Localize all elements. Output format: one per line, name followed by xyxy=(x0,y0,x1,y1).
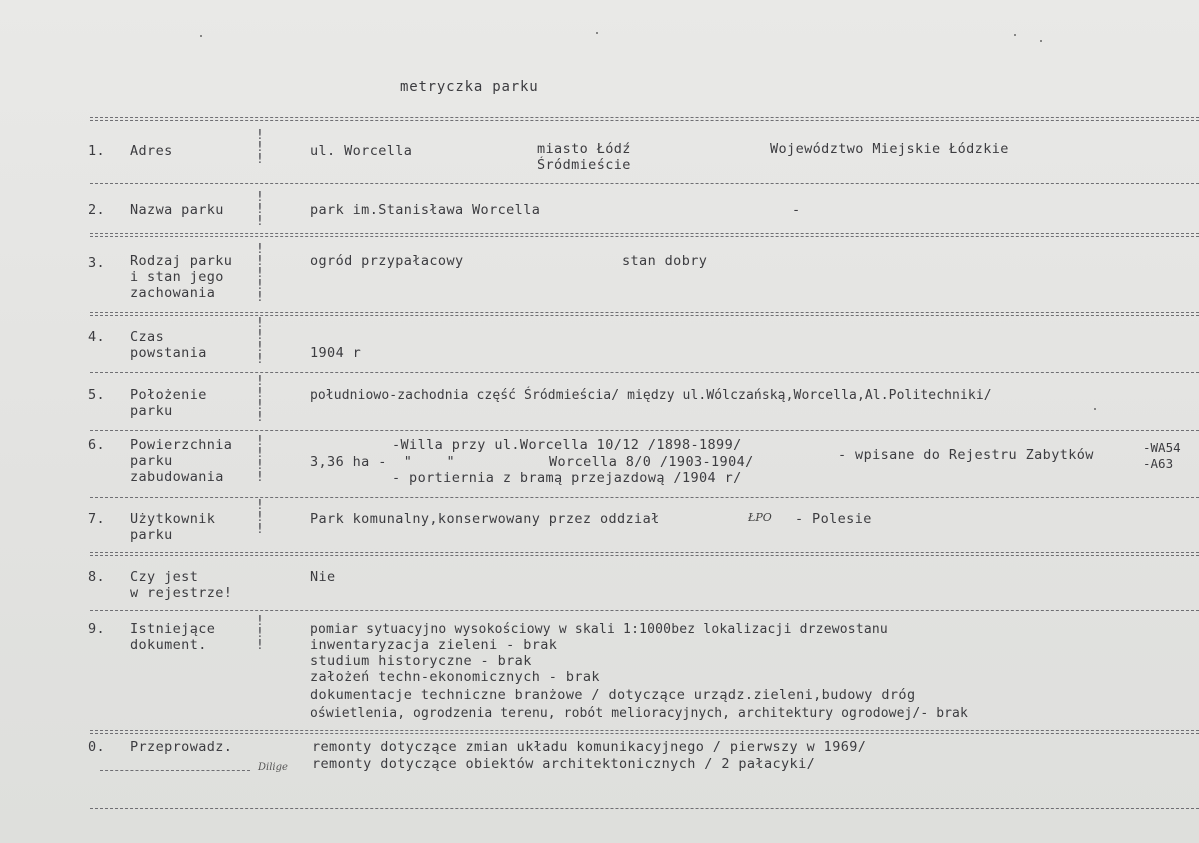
column-divider: ! ! ! xyxy=(256,614,264,653)
row-label: parku xyxy=(130,453,173,469)
document-title: metryczka parku xyxy=(400,79,539,95)
row-label: Przeprowadz. xyxy=(130,739,233,755)
document-item: dokumentacje techniczne branżowe / dotyczące urządz.zieleni,budowy dróg xyxy=(310,687,916,703)
building-line-3: - portiernia z bramą przejazdową /1904 r/ xyxy=(392,470,742,486)
park-state: stan dobry xyxy=(622,253,708,269)
address-city: miasto Łódź xyxy=(537,141,631,157)
top-separator xyxy=(90,117,1199,121)
document-item: inwentaryzacja zieleni - brak xyxy=(310,637,558,653)
column-divider: ! ! ! ! xyxy=(256,316,264,367)
row-separator xyxy=(100,770,250,771)
row-label: Nazwa parku xyxy=(130,202,224,218)
register-number-1: -WA54 xyxy=(1143,440,1181,455)
document-item: studium historyczne - brak xyxy=(310,653,532,669)
row-separator xyxy=(90,808,1199,809)
row-label: Czy jest xyxy=(130,569,199,585)
row-separator xyxy=(90,610,1199,611)
document-item: założeń techn-ekonomicznych - brak xyxy=(310,669,600,685)
row-separator xyxy=(90,233,1199,237)
paper-speck xyxy=(200,35,202,37)
row-number: 7. xyxy=(88,511,106,527)
row-label: zabudowania xyxy=(130,469,224,485)
row-label: powstania xyxy=(130,345,207,361)
row-label: Czas xyxy=(130,329,165,345)
column-divider: ! ! ! ! xyxy=(256,434,264,485)
park-name-dash: - xyxy=(792,202,801,218)
founding-year: 1904 r xyxy=(310,345,362,361)
document-item: pomiar sytuacyjno wysokościowy w skali 1:1000bez lokalizacji drzewostanu xyxy=(310,622,888,637)
row-label: Adres xyxy=(130,143,173,159)
row-label: Powierzchnia xyxy=(130,437,233,453)
column-divider: ! ! ! ! ! xyxy=(256,242,264,305)
row-number: 1. xyxy=(88,143,106,159)
row-number: 8. xyxy=(88,569,106,585)
row-number: 9. xyxy=(88,621,106,637)
row-label: w rejestrze! xyxy=(130,585,233,601)
park-location: południowo-zachodnia część Śródmieścia/ między ul.Wólczańską,Worcella,Al.Politechniki/ xyxy=(310,388,992,403)
address-district: Śródmieście xyxy=(537,157,631,173)
row-label: parku xyxy=(130,403,173,419)
register-status: Nie xyxy=(310,569,336,585)
row-label: Rodzaj parku xyxy=(130,253,233,269)
row-label: Użytkownik xyxy=(130,511,216,527)
row-number: 3. xyxy=(88,255,106,271)
column-divider: ! ! ! xyxy=(256,498,264,537)
row-number: 6. xyxy=(88,437,106,453)
row-label: parku xyxy=(130,527,173,543)
column-divider: ! ! ! xyxy=(256,190,264,229)
handwritten-user: ŁPO xyxy=(748,511,772,524)
row-label: dokument. xyxy=(130,637,207,653)
paper-speck xyxy=(596,32,598,34)
row-number: 4. xyxy=(88,329,106,345)
row-number: 2. xyxy=(88,202,106,218)
column-divider: ! ! ! ! xyxy=(256,374,264,425)
row-label: Położenie xyxy=(130,387,207,403)
row-number: 0. xyxy=(88,739,106,755)
row-separator xyxy=(90,430,1199,431)
park-area: 3,36 ha - " " xyxy=(310,454,455,470)
building-line-1: -Willa przy ul.Worcella 10/12 /1898-1899/ xyxy=(392,437,742,453)
row-label: Istniejące xyxy=(130,621,216,637)
renovation-item: remonty dotyczące zmian układu komunikacyjnego / pierwszy w 1969/ xyxy=(312,739,867,755)
building-line-2: Worcella 8/0 /1903-1904/ xyxy=(549,454,754,470)
address-street: ul. Worcella xyxy=(310,143,413,159)
document-item: oświetlenia, ogrodzenia terenu, robót melioracyjnych, architektury ogrodowej/- brak xyxy=(310,706,968,721)
register-note: - wpisane do Rejestru Zabytków xyxy=(838,447,1094,463)
park-user: Park komunalny,konserwowany przez oddział xyxy=(310,511,660,527)
paper-speck xyxy=(1014,34,1016,36)
row-separator xyxy=(90,183,1199,184)
register-number-2: -A63 xyxy=(1143,456,1174,471)
column-divider: ! ! ! xyxy=(256,128,264,167)
row-separator xyxy=(90,552,1199,556)
row-number: 5. xyxy=(88,387,106,403)
row-label: i stan jego xyxy=(130,269,224,285)
row-separator xyxy=(90,372,1199,373)
park-user-district: - Polesie xyxy=(795,511,872,527)
handwritten-note: Dilige xyxy=(258,762,288,773)
row-label: zachowania xyxy=(130,285,216,301)
park-name: park im.Stanisława Worcella xyxy=(310,202,541,218)
park-type: ogród przypałacowy xyxy=(310,253,464,269)
address-voivodeship: Województwo Miejskie Łódzkie xyxy=(770,141,1009,157)
paper-speck xyxy=(1040,40,1042,42)
row-separator xyxy=(90,730,1199,734)
renovation-item: remonty dotyczące obiektów architektonicznych / 2 pałacyki/ xyxy=(312,756,816,772)
paper-speck xyxy=(1094,408,1096,410)
